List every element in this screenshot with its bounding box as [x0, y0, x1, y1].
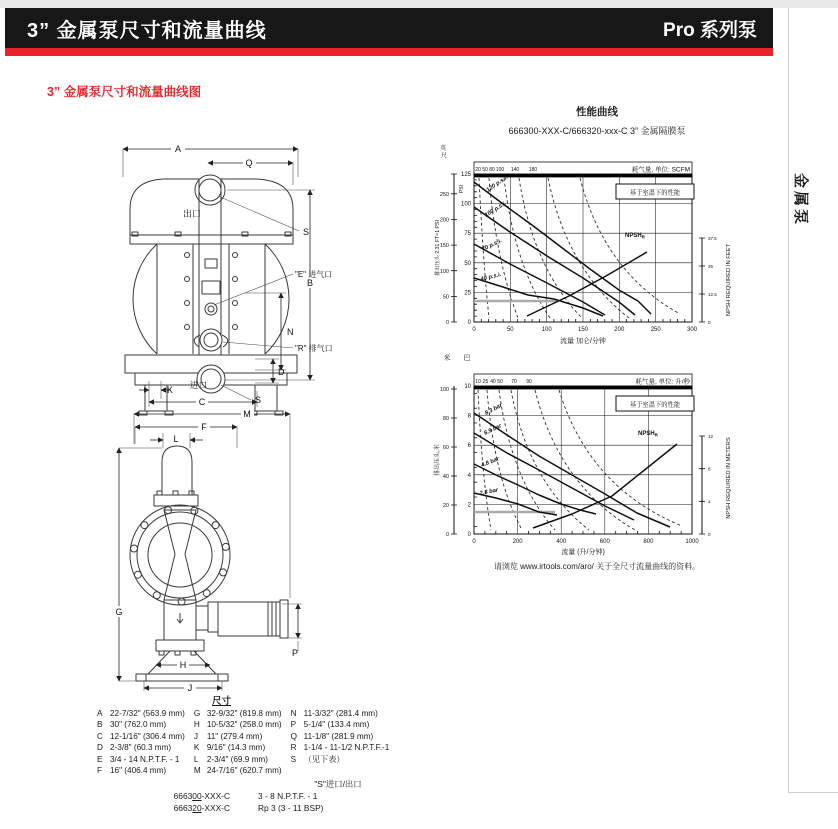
- dim-label-n: N: [287, 327, 294, 337]
- dim-row: B 30" (762.0 mm): [97, 720, 167, 730]
- scfm-tick: 140: [510, 167, 520, 173]
- psi-tick: 125: [460, 172, 471, 178]
- npsh-label: $NPSH_R$: [638, 431, 658, 438]
- x-tick: 50: [506, 327, 514, 333]
- dim-row: P 5-1/4" (133.4 mm): [290, 720, 370, 730]
- imperial-feet-unit: 英 尺: [440, 146, 448, 160]
- x-tick: 0: [472, 539, 476, 545]
- dim-label-s-top: S: [303, 227, 310, 237]
- footnote-suffix: 关于全尺寸流量曲线的资料。: [596, 562, 701, 571]
- section-heading: 3” 金属泵尺寸和流量曲线图: [47, 85, 202, 99]
- psi-tick: 75: [464, 231, 471, 237]
- dim-row: D 2-3/8" (60.3 mm): [97, 743, 172, 753]
- x-tick: 0: [472, 327, 476, 333]
- x-tick: 1000: [685, 539, 699, 545]
- npsh-tick: 0: [708, 320, 711, 325]
- page-right-divider: [788, 8, 789, 792]
- dim-label-m: M: [243, 409, 251, 419]
- bar-tick: 2: [467, 502, 471, 509]
- curve-label-120psi: 120 p.s.i.: [485, 174, 510, 194]
- dim-row: J 11" (279.4 mm): [193, 731, 263, 741]
- x-tick: 200: [614, 327, 625, 333]
- s-table-row: [130, 791, 418, 803]
- dim-row: R 1-1/4 - 11-1/2 N.P.T.F.-1: [290, 743, 390, 753]
- performance-chart-imperial: [432, 140, 784, 352]
- x-tick: 300: [686, 327, 698, 333]
- dim-row: E 3/4 - 14 N.P.T.F. - 1: [97, 754, 180, 764]
- page-title: 3” 金属泵尺寸和流量曲线: [27, 19, 267, 42]
- s-table-row: [130, 803, 418, 815]
- dim-row: G 32-9/32" (819.8 mm): [193, 709, 282, 718]
- dimensions-col-2: [194, 708, 282, 776]
- npsh-tick: 4: [708, 499, 711, 505]
- footnote-prefix: 请浏览: [493, 562, 518, 571]
- dim-row: S （见下表）: [290, 754, 345, 764]
- metric-bar-ticks: [464, 384, 471, 538]
- curve-label-28bar: 2.8 bar: [479, 487, 499, 497]
- imperial-right-ticks: [708, 236, 717, 325]
- npsh-label: $NPSH_R$: [625, 233, 645, 240]
- bar-tick: 4: [467, 473, 471, 479]
- imperial-x-ticks: [472, 327, 697, 333]
- feet-tick: 250: [439, 192, 449, 198]
- dimensions-title: 尺寸: [212, 696, 232, 707]
- dim-label-p: P: [292, 648, 299, 658]
- curve-label-40psi: 40 p.s.i.: [480, 271, 503, 283]
- performance-curves-subtitle: 666300-XXX-C/666320-xxx-C 3” 金属隔膜泵: [508, 126, 686, 136]
- model-number: 666320-XXX-C: [173, 802, 230, 813]
- psi-tick: 50: [464, 261, 471, 267]
- note-text: 基于室温下的性能: [629, 189, 681, 197]
- feet-tick: 200: [439, 217, 449, 224]
- dim-row: H 10-5/32" (258.0 mm): [193, 720, 282, 730]
- imperial-top-axis-label: 耗气量, 单位: SCFM: [631, 166, 690, 174]
- meter-tick: 80: [442, 416, 449, 422]
- side-view-dimensions: [113, 408, 302, 693]
- dim-row: C 12-1/16" (306.4 mm): [97, 731, 185, 741]
- dim-row: N 11-3/32" (281.4 mm): [290, 709, 378, 718]
- dim-label-l: L: [173, 434, 179, 444]
- dim-row: L 2-3/4" (69.9 mm): [193, 754, 268, 764]
- psi-tick: 25: [464, 290, 471, 297]
- npsh-tick: 0: [708, 532, 711, 537]
- front-view-dimensions: [123, 143, 333, 407]
- page-header: [5, 8, 773, 48]
- curve-label-69bar: 6.9 bar: [483, 423, 503, 437]
- meter-tick: 0: [445, 532, 449, 538]
- dim-label-g: G: [115, 607, 123, 617]
- metric-bar-unit: 巴: [463, 355, 471, 362]
- s-table-header: "S"进口/出口: [314, 779, 362, 789]
- dim-label-k: K: [167, 385, 174, 395]
- page-top-strip: [0, 0, 838, 8]
- metric-x-axis-label: 流量 (升/分钟): [561, 549, 605, 556]
- metric-x-ticks: [472, 539, 699, 545]
- imperial-psi-ticks: [461, 172, 472, 326]
- imperial-psi-unit: PSI: [459, 184, 465, 194]
- port-spec: Rp 3 (3 - 11 BSP): [258, 802, 324, 813]
- meter-tick: 40: [442, 474, 449, 480]
- air-inlet-label: "E" 进气口: [295, 270, 333, 279]
- feet-tick: 150: [439, 243, 449, 249]
- pump-front-body: [125, 175, 297, 415]
- pump-side-view-drawing: [100, 400, 350, 695]
- s-port-table: [130, 779, 418, 814]
- psi-tick: 0: [467, 320, 471, 326]
- imperial-top-ticks: [475, 167, 537, 173]
- x-tick: 200: [512, 539, 523, 545]
- psi-tick: 100: [460, 201, 471, 208]
- dim-label-j: J: [187, 683, 193, 693]
- feet-tick: 100: [439, 269, 449, 275]
- dimensions-col-3: [291, 708, 390, 776]
- npsh-tick: 12.5: [708, 292, 717, 297]
- curve-label-48bar: 4.8 bar: [480, 456, 501, 469]
- dim-label-d: D: [278, 367, 285, 377]
- lps-tick: 90: [526, 379, 532, 385]
- metric-meter-unit: 米: [443, 355, 451, 362]
- npsh-tick: 25: [708, 264, 714, 269]
- bar-tick: 6: [467, 443, 471, 449]
- dim-label-q: Q: [245, 158, 253, 168]
- imperial-note-box: [616, 184, 694, 199]
- meter-tick: 20: [442, 503, 449, 509]
- dim-label-b: B: [306, 278, 314, 288]
- metric-meter-ticks: [440, 387, 449, 538]
- lps-tick: 10: [475, 379, 481, 385]
- curve-label-83bar: 8.3 bar: [484, 402, 504, 417]
- imperial-x-axis-label: 流量 加仑/分钟: [560, 338, 606, 345]
- dim-row: Q 11-1/8" (281.9 mm): [290, 731, 374, 741]
- header-red-rule: [5, 48, 773, 56]
- imperial-feet-ticks: [440, 192, 449, 326]
- pump-side-body: [130, 446, 288, 681]
- clamp-band: [130, 505, 230, 605]
- metric-right-ticks: [708, 434, 714, 537]
- inlet-label: 进口: [190, 380, 208, 390]
- metric-top-axis-label: 耗气量, 单位: 升/秒: [635, 378, 690, 386]
- scfm-tick: 80: [489, 167, 495, 173]
- dimensions-table: [97, 708, 389, 776]
- dimensions-col-1: [97, 708, 185, 776]
- bar-tick: 0: [467, 532, 471, 538]
- dim-label-f: F: [201, 422, 207, 432]
- dim-label-a: A: [174, 144, 182, 154]
- dim-row: A 22-7/32" (563.9 mm): [97, 709, 185, 718]
- metric-left-axis-label: 排出压头,米: [435, 444, 441, 476]
- dim-row: K 9/16" (14.3 mm): [193, 743, 266, 753]
- metric-top-ticks: [475, 379, 532, 385]
- lps-tick: 70: [511, 379, 517, 385]
- npsh-curve: [527, 252, 647, 316]
- imperial-right-axis-label: NPSH REQUIRED IN FEET: [726, 243, 732, 317]
- metric-right-axis-label: NPSH REQUIRED IN METERS: [726, 437, 732, 519]
- series-label: Pro 系列泵: [663, 19, 757, 41]
- npsh-tick: 37.5: [708, 236, 717, 241]
- x-tick: 250: [650, 327, 661, 333]
- muffler: [218, 602, 280, 636]
- pump-front-view-drawing: [105, 133, 345, 423]
- footnote-url: www.irtools.com/aro/: [520, 562, 594, 571]
- bar-tick: 10: [464, 384, 471, 390]
- air-exhaust-port: [200, 329, 222, 351]
- sidebar-tab-label: 金属泵: [792, 173, 809, 228]
- metric-note-box: [616, 396, 694, 411]
- bar-tick: 8: [467, 413, 471, 420]
- note-text: 基于室温下的性能: [629, 401, 681, 409]
- scfm-tick: 180: [528, 167, 538, 173]
- chart-footnote: [432, 561, 762, 572]
- scfm-tick: 50: [482, 167, 488, 173]
- lps-tick: 40: [490, 379, 496, 385]
- air-exhaust-label: "R" 排气口: [295, 344, 333, 353]
- port-spec: 3 - 8 N.P.T.F. - 1: [258, 790, 318, 801]
- npsh-tick: 12: [708, 434, 714, 439]
- curve-label-100psi: 100 p.s.i.: [483, 200, 508, 219]
- x-tick: 400: [556, 539, 567, 545]
- page-bottom-divider: [788, 792, 838, 793]
- meter-tick: 60: [442, 445, 449, 451]
- meter-tick: 100: [439, 387, 449, 393]
- imperial-left-axis-label: 排出压头 2.31 FT=1 PSI: [435, 220, 441, 276]
- lps-tick: 50: [497, 379, 503, 385]
- dim-label-h: H: [179, 660, 187, 670]
- model-number: 666300-XXX-C: [173, 790, 230, 801]
- lps-tick: 25: [482, 379, 489, 385]
- scfm-tick: 100: [495, 167, 505, 173]
- x-tick: 800: [643, 539, 654, 545]
- x-tick: 600: [599, 539, 610, 545]
- x-tick: 100: [541, 327, 552, 333]
- s-table-header-row: [130, 779, 418, 791]
- performance-chart-metric: [432, 348, 784, 560]
- x-tick: 150: [577, 327, 589, 333]
- curve-label-70psi: 70 p.s.i.: [481, 238, 504, 253]
- dim-row: M 24-7/16" (620.7 mm): [193, 766, 282, 776]
- outlet-label: 出口: [183, 209, 202, 219]
- scfm-tick: 20: [475, 167, 481, 173]
- performance-curves-title: 性能曲线: [576, 106, 618, 118]
- feet-tick: 0: [445, 320, 449, 326]
- dim-row: F 16" (406.4 mm): [97, 766, 167, 776]
- npsh-tick: 8: [708, 466, 711, 472]
- feet-tick: 50: [442, 294, 449, 301]
- dim-label-s-bottom: S: [255, 395, 262, 405]
- dim-label-c: C: [198, 397, 206, 407]
